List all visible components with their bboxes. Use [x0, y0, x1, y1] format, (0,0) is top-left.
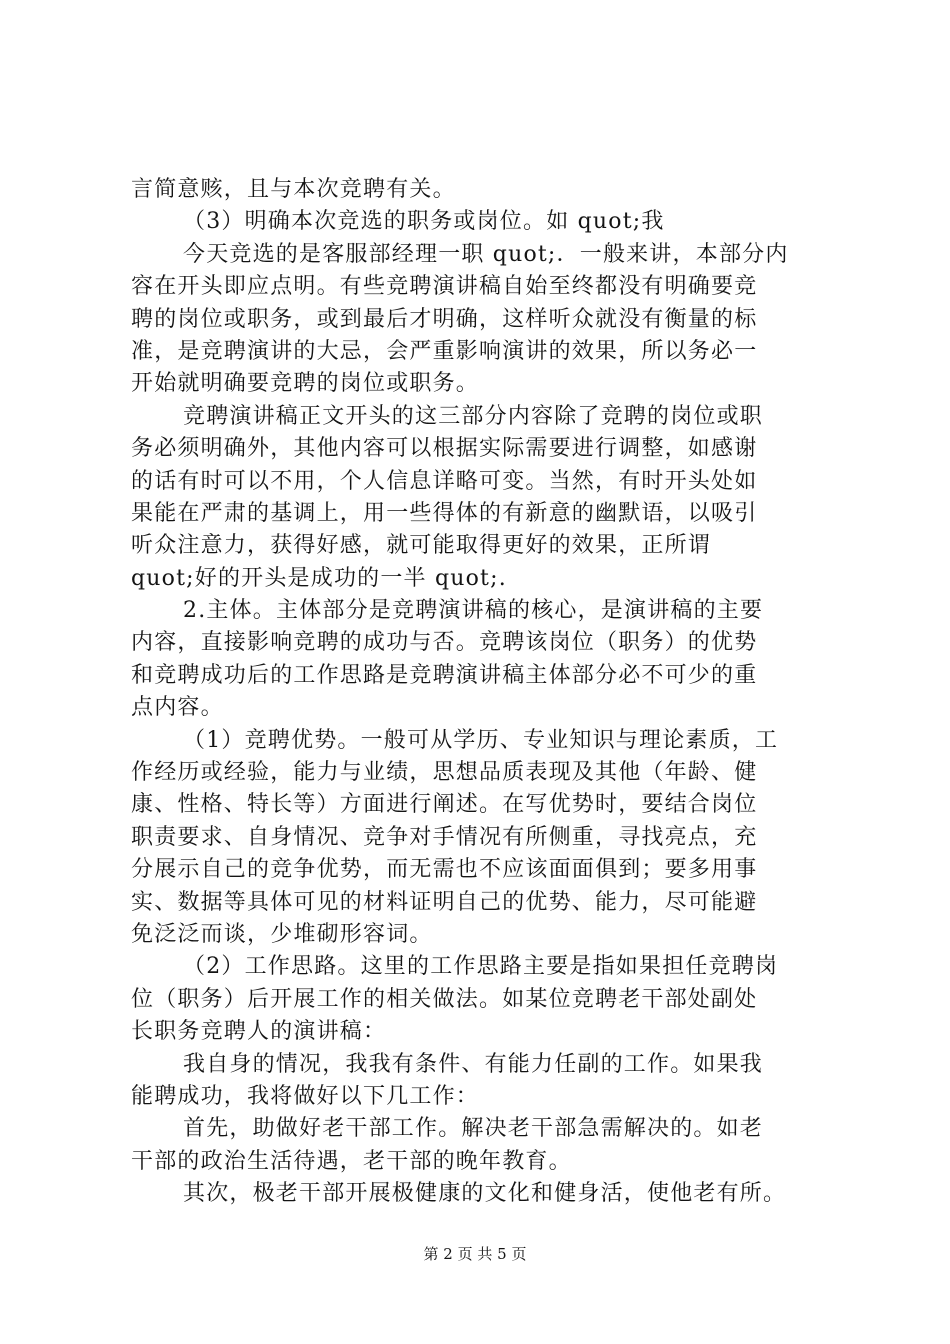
- text-line: 首先，助做好老干部工作。解决老干部急需解决的。如老: [183, 1116, 764, 1142]
- text-line: 位（职务）后开展工作的相关做法。如某位竞聘老干部处副处: [131, 986, 758, 1012]
- text-line: 今天竞选的是客服部经理一职 quot;．一般来讲，本部分内: [183, 241, 789, 267]
- text-line: （2）工作思路。这里的工作思路主要是指如果担任竞聘岗: [183, 954, 779, 980]
- text-line: 开始就明确要竞聘的岗位或职务。: [131, 371, 480, 397]
- text-line: 的话有时可以不用，个人信息详略可变。当然，有时开头处如: [131, 468, 758, 494]
- text-line: 容在开头即应点明。有些竞聘演讲稿自始至终都没有明确要竞: [131, 274, 758, 300]
- text-line: 干部的政治生活待遇，老干部的晚年教育。: [131, 1148, 572, 1174]
- text-line: 务必须明确外，其他内容可以根据实际需要进行调整，如感谢: [131, 436, 758, 462]
- text-line: 准，是竞聘演讲的大忌，会严重影响演讲的效果，所以务必一: [131, 338, 758, 364]
- text-line: （1）竞聘优势。一般可从学历、专业知识与理论素质，工: [183, 727, 779, 753]
- text-line: 作经历或经验，能力与业绩，思想品质表现及其他（年龄、健: [131, 760, 758, 786]
- text-line: 能聘成功，我将做好以下几工作：: [131, 1083, 480, 1109]
- text-line: 言简意赅，且与本次竞聘有关。: [131, 177, 456, 202]
- text-line: 分展示自己的竞争优势，而无需也不应该面面俱到；要多用事: [131, 857, 758, 883]
- text-line: quot;好的开头是成功的一半 quot;.: [131, 565, 507, 591]
- text-line: （3）明确本次竞选的职务或岗位。如 quot;我: [183, 209, 665, 235]
- text-line: 内容，直接影响竞聘的成功与否。竞聘该岗位（职务）的优势: [131, 630, 758, 656]
- text-line: 我自身的情况，我我有条件、有能力任副的工作。如果我: [183, 1051, 764, 1077]
- text-line: 听众注意力，获得好感，就可能取得更好的效果，正所谓: [131, 533, 712, 559]
- body-text: [131, 174, 831, 1211]
- text-line: 职责要求、自身情况、竞争对手情况有所侧重，寻找亮点，充: [131, 824, 758, 850]
- text-line: 聘的岗位或职务，或到最后才明确，这样听众就没有衡量的标: [131, 306, 758, 332]
- text-line: 2.主体。主体部分是竞聘演讲稿的核心，是演讲稿的主要: [183, 598, 764, 624]
- text-line: 免泛泛而谈，少堆砌形容词。: [131, 921, 433, 947]
- text-line: 果能在严肃的基调上，用一些得体的有新意的幽默语，以吸引: [131, 500, 758, 526]
- text-line: 康、性格、特长等）方面进行阐述。在写优势时，要结合岗位: [131, 792, 758, 818]
- page-footer: 第 2 页 共 5 页: [423, 1245, 527, 1263]
- text-line: 点内容。: [131, 695, 224, 721]
- text-line: 长职务竞聘人的演讲稿：: [131, 1019, 387, 1045]
- text-line: 实、数据等具体可见的材料证明自己的优势、能力，尽可能避: [131, 889, 758, 915]
- text-line: 其次，极老干部开展极健康的文化和健身活，使他老有所。: [183, 1181, 787, 1207]
- text-line: 和竞聘成功后的工作思路是竞聘演讲稿主体部分必不可少的重: [131, 662, 758, 688]
- text-line: 竞聘演讲稿正文开头的这三部分内容除了竞聘的岗位或职: [183, 403, 764, 429]
